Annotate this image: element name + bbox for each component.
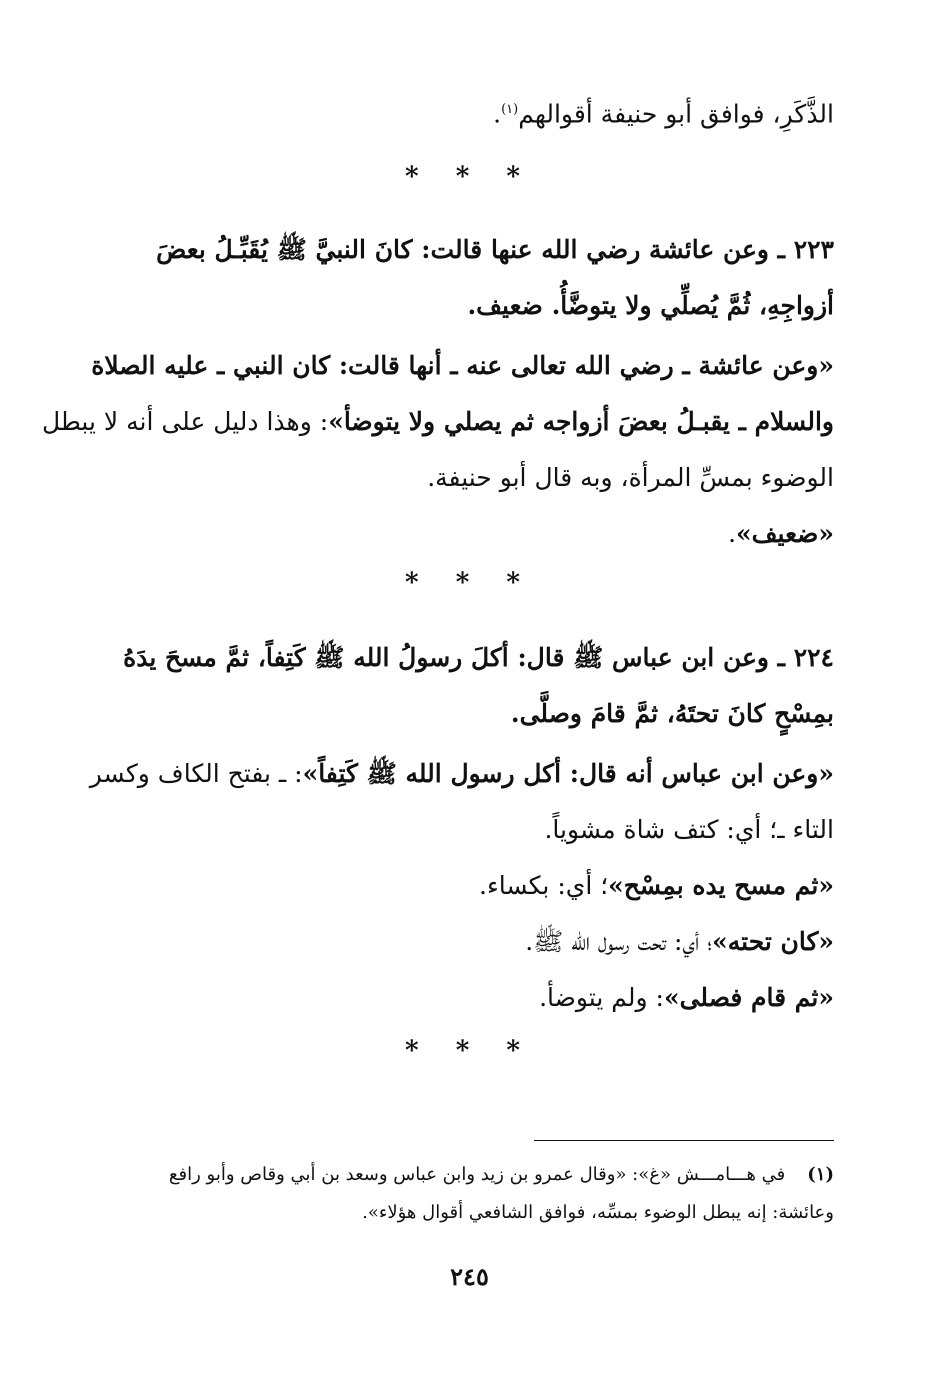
commentary-224-line-3: «ثم مسح يده بمِسْح»؛ أي: بكساء. — [479, 871, 834, 900]
footnote-line-2: وعائشة: إنه يبطل الوضوء بمسِّه، فوافق الشافعي أقوال هؤلاء». — [362, 1202, 834, 1223]
commentary-223-line-3: الوضوء بمسِّ المرأة، وبه قال أبو حنيفة. — [427, 463, 834, 492]
footnote — [105, 1156, 834, 1232]
commentary-224 — [89, 746, 834, 1026]
commentary-224-line-5: «ثم قام فصلى»: ولم يتوضأ. — [539, 983, 834, 1012]
section-separator: * * * — [405, 1036, 534, 1066]
commentary-223-line-1: «وعن عائشة ـ رضي الله تعالى عنه ـ أنها قالت: كان النبي ـ عليه الصلاة — [91, 351, 834, 380]
hadith-224-line-1: ٢٢٤ ـ وعن ابن عباس ﷺ قال: أكلَ رسولُ الله ﷺ كَتِفاً، ثمَّ مسحَ يدَهُ — [123, 643, 834, 672]
footnote-line-1: (١)في هـــامـــش «غ»: «وقال عمرو بن زيد وابن عباس وسعد بن أبي وقاص وأبو رافع — [168, 1164, 834, 1185]
commentary-223-line-4: «ضعيف». — [728, 519, 834, 548]
commentary-223 — [41, 338, 834, 562]
footnote-divider — [534, 1140, 834, 1141]
page-number: ٢٤٥ — [450, 1262, 489, 1291]
hadith-224-line-2: بمِسْحٍ كانَ تحتَهُ، ثمَّ قامَ وصلَّى. — [510, 699, 834, 728]
intro-line: الذَّكَرِ، فوافق أبو حنيفة أقوالهم$^{(١)}$. — [493, 99, 834, 129]
hadith-223-line-1: ٢٢٣ ـ وعن عائشة رضي الله عنها قالت: كانَ النبيَّ ﷺ يُقَبِّـلُ بعضَ — [156, 235, 834, 264]
section-separator: * * * — [405, 162, 534, 192]
commentary-224-line-2: التاء ـ؛ أي: كتف شاة مشوياً. — [544, 815, 834, 844]
hadith-223 — [105, 222, 834, 334]
hadith-223-line-2: أزواجِهِ، ثُمَّ يُصلِّي ولا يتوضَّأُ. ضعيف. — [467, 291, 834, 320]
hadith-224 — [105, 630, 834, 742]
commentary-224-line-4: «كان تحته»؛ أي: تحت رسول الله ﷺ. — [525, 927, 834, 956]
footnote-reference: (١) — [501, 102, 519, 117]
footnote-mark: (١) — [807, 1164, 834, 1185]
section-separator: * * * — [405, 568, 534, 598]
commentary-224-line-1: «وعن ابن عباس أنه قال: أكل رسول الله ﷺ كَتِفاً»: ـ بفتح الكاف وكسر — [89, 759, 834, 788]
commentary-223-line-2: والسلام ـ يقبـلُ بعضَ أزواجه ثم يصلي ولا يتوضأ»: وهذا دليل على أنه لا يبطل — [41, 407, 834, 436]
intro-paragraph — [105, 82, 834, 142]
